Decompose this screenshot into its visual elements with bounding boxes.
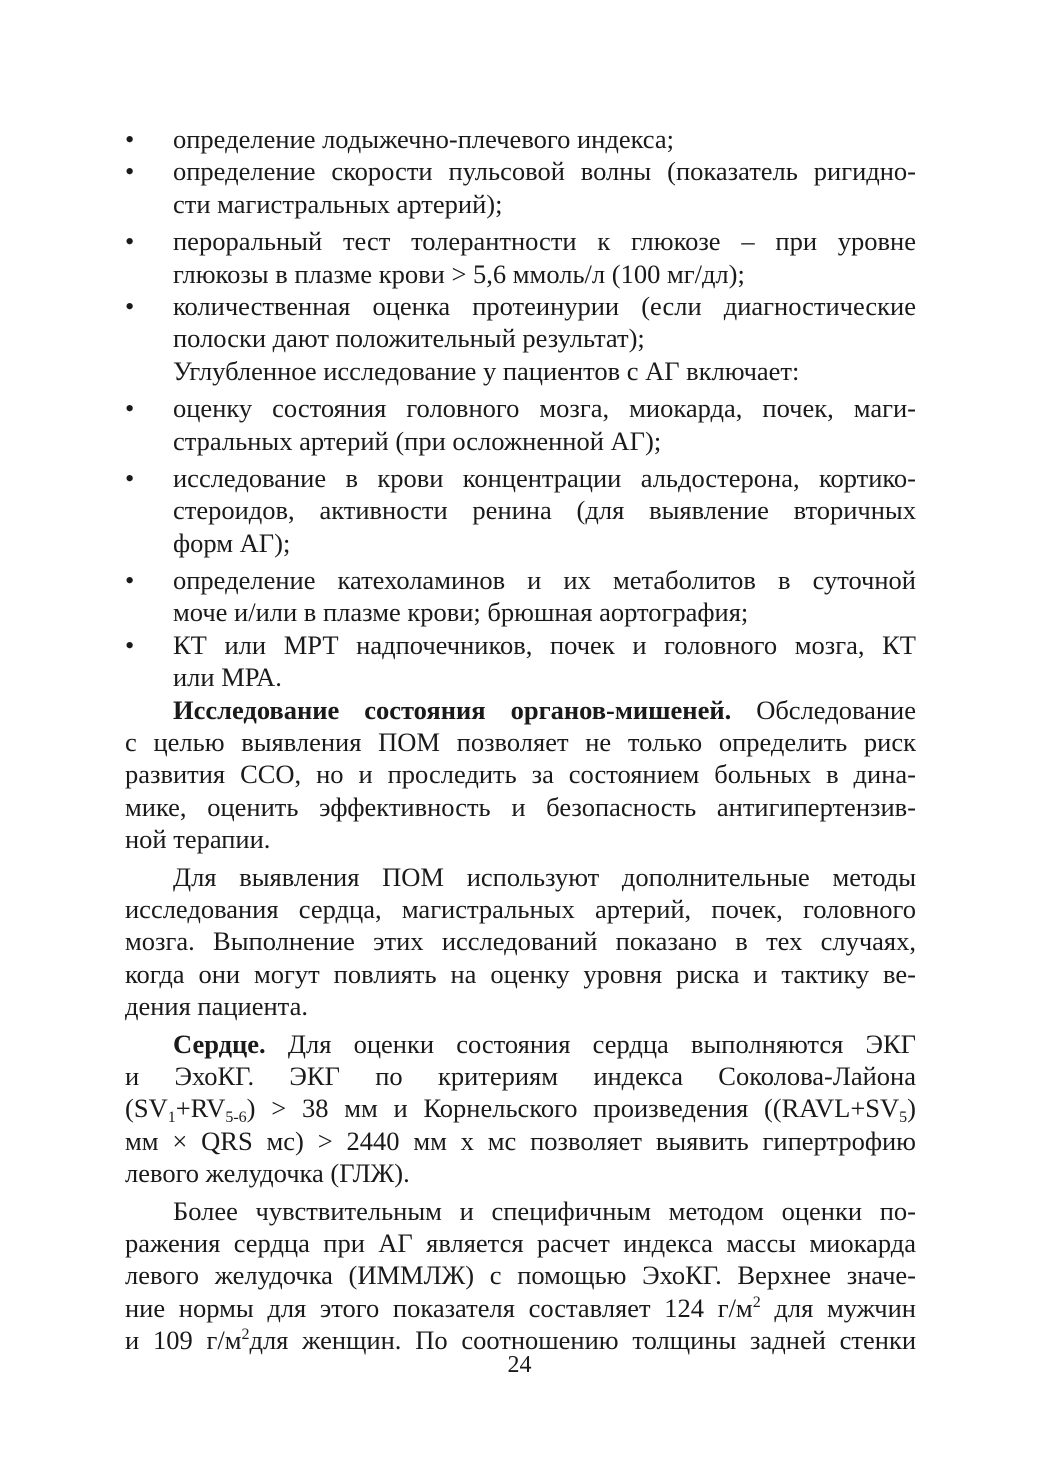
paragraph-line: с целью выявления ПОМ позволяет не только определить риск — [125, 727, 916, 758]
list-item-text: оценку состояния головного мозга, миокарда, почек, маги- — [173, 393, 916, 424]
list-item-text: пероральный тест толерантности к глюкозе – при уровне — [173, 226, 916, 257]
paragraph-line: и 109 $г/м^2для$ женщин. По соотношению толщины задней стенки — [125, 1325, 916, 1356]
list-item — [125, 123, 916, 155]
paragraph-line: ние нормы для этого показателя составляет 124 $г/м^2$ для мужчин — [125, 1292, 916, 1323]
bullet-icon: • — [125, 393, 135, 424]
list-item-text: стероидов, активности ренина (для выявление вторичных — [173, 495, 916, 526]
paragraph-line: ражения сердца при АГ является расчет индекса массы миокарда — [125, 1227, 916, 1258]
list-item-continuation — [125, 527, 916, 559]
paragraph-line: мозга. Выполнение этих исследований показано в тех случаях, — [125, 926, 916, 957]
list-item-continuation — [125, 258, 916, 290]
list-item — [125, 392, 916, 424]
list-item — [125, 564, 916, 596]
intro-text: Углубленное исследование у пациентов с АГ включает: — [173, 355, 800, 386]
list-item-text: глюкозы в плазме крови > 5,6 ммоль/л (100 мг/дл); — [173, 258, 745, 289]
list-item-text: определение катехоламинов и их метаболитов в суточной — [173, 565, 916, 596]
list-item-continuation — [125, 661, 916, 693]
paragraph-line: левого желудочка (ГЛЖ). — [125, 1158, 410, 1189]
list-item — [125, 629, 916, 661]
paragraph-line: когда они могут повлиять на оценку уровня риска и тактику ве- — [125, 958, 916, 989]
bullet-icon: • — [125, 226, 135, 257]
paragraph-line: ной терапии. — [125, 824, 271, 855]
paragraph-line: развития ССО, но и проследить за состоянием больных в дина- — [125, 759, 916, 790]
list-item-continuation — [125, 322, 916, 354]
list-item-text: сти магистральных артерий); — [173, 188, 503, 219]
paragraph-line: и ЭхоКГ. ЭКГ по критериям индекса Соколова-Лайона — [125, 1060, 916, 1091]
paragraph-line: Более чувствительным и специфичным методом оценки по- — [173, 1195, 916, 1226]
list-item-text: определение лодыжечно-плечевого индекса; — [173, 124, 675, 154]
paragraph-line: дения пациента. — [125, 991, 308, 1022]
paragraph-line: левого желудочка (ИММЛЖ) с помощью ЭхоКГ. Верхнее значе- — [125, 1260, 916, 1291]
paragraph-line — [125, 355, 916, 387]
paragraph-line: Для выявления ПОМ используют дополнительные методы — [173, 861, 916, 892]
list-item-continuation — [125, 596, 916, 628]
list-item-text: полоски дают положительный результат); — [173, 323, 645, 354]
list-item-continuation — [125, 425, 916, 457]
list-item-text: моче и/или в плазме крови; брюшная аортография; — [173, 597, 749, 628]
section-heading: Исследование состояния органов-мишеней. — [173, 694, 732, 725]
list-item — [125, 155, 916, 187]
paragraph-line: Исследование состояния органов-мишеней. Обследование — [173, 694, 916, 725]
bullet-icon: • — [125, 565, 135, 596]
list-item-continuation — [125, 494, 916, 526]
list-item-text: КТ или МРТ надпочечников, почек и головного мозга, КТ — [173, 629, 916, 660]
page-number: 24 — [507, 1352, 532, 1378]
page-text — [125, 123, 916, 1356]
paragraph-line: Сердце. Для оценки состояния сердца выполняются ЭКГ — [173, 1028, 916, 1059]
list-item-text: определение скорости пульсовой волны (показатель ригидно- — [173, 156, 916, 187]
list-item — [125, 290, 916, 322]
list-item — [125, 462, 916, 494]
paragraph-line: мике, оценить эффективность и безопасность антигипертензив- — [125, 791, 916, 822]
list-item-text: количественная оценка протеинурии (если диагностические — [173, 290, 916, 321]
list-item-text: исследование в крови концентрации альдостерона, кортико- — [173, 462, 916, 493]
list-item-text: или МРА. — [173, 662, 282, 693]
bullet-icon: • — [125, 156, 135, 187]
list-item-text: стральных артерий (при осложненной АГ); — [173, 425, 662, 456]
bullet-icon: • — [125, 290, 135, 321]
bullet-icon: • — [125, 462, 135, 493]
list-item-continuation — [125, 188, 916, 220]
paragraph-line: мм × QRS мс) > 2440 мм х мс позволяет выявить гипертрофию — [125, 1125, 916, 1156]
bullet-icon: • — [125, 629, 135, 660]
list-item-text: форм АГ); — [173, 527, 291, 558]
list-item — [125, 225, 916, 257]
paragraph-line: $(SV_1+RV_{5-6}) > 38$ мм и Корнельского произведения ($(RAVL+SV_5)$ — [125, 1093, 916, 1127]
bullet-icon: • — [125, 124, 135, 154]
paragraph-line: исследования сердца, магистральных артерий, почек, головного — [125, 893, 916, 924]
section-heading: Сердце. — [173, 1028, 266, 1059]
